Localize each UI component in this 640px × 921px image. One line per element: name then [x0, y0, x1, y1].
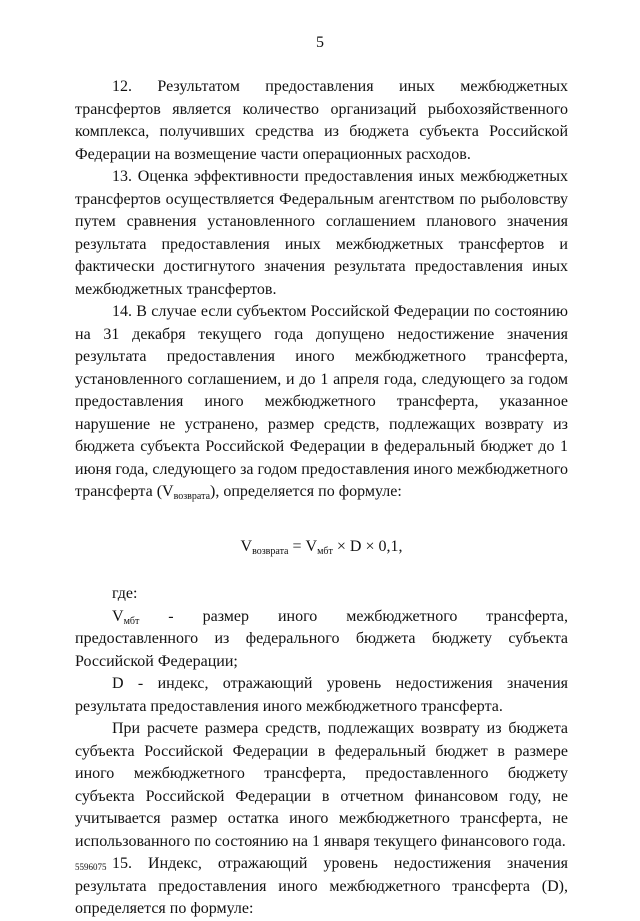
formula-lhs: V: [240, 537, 253, 555]
paragraph-calculation: При расчете размера средств, подлежащих возврату из бюджета субъекта Российской Федерации в федеральный бюджет в размере иного межбюджетного трансферта, предоставленного бюджету субъекта Российской Федерации в отчетном финансовом году, не учитывается размер остатка иного межбюджетного трансферта, не использованного по состоянию на 1 января текущего финансового года.: [75, 720, 568, 850]
paragraph-14-text: 14. В случае если субъектом Российской Федерации по состоянию на 31 декабря текущего года допущено недостижение значения результата предоставления иного межбюджетного трансферта, установленного соглашением, и до 1 апреля года, следующего за годом предоставления иного межбюджетного трансферта, указанное нарушение не устранено, размер средств, подлежащих возврату из бюджета субъекта Российской Федерации в федеральный бюджет до 1 июня года, следующего за годом предоставления иного межбюджетного трансферта (V: [75, 303, 568, 500]
paragraph-14-tail: ), определяется по формуле:: [210, 483, 402, 500]
formula-eq: = V: [288, 537, 318, 555]
definition-v-symbol: V: [112, 607, 124, 625]
formula-return: [75, 536, 568, 559]
paragraph-13: 13. Оценка эффективности предоставления иных межбюджетных трансфертов осуществляется Федеральным агентством по рыболовству путем сравнения установленного соглашением планового значения результата предоставления иных межбюджетных трансфертов и фактически достигнутого значения результата предоставления иных межбюджетных трансфертов.: [75, 168, 568, 298]
formula-rhs-subscript: мбт: [317, 545, 333, 557]
definition-v-mbt: [75, 606, 568, 674]
paragraph-14-subscript: возврата: [173, 491, 211, 502]
paragraph-15: 15. Индекс, отражающий уровень недостижения значения результата предоставления иного межбюджетного трансферта (D), определяется по формуле:: [75, 855, 568, 917]
definition-v-text: - размер иного межбюджетного трансферта, предоставленного из федерального бюджета бюджету субъекта Российской Федерации;: [75, 607, 568, 670]
paragraph-14: [75, 301, 568, 504]
page-number: 5: [316, 34, 324, 51]
formula-lhs-subscript: возврата: [252, 545, 289, 557]
definition-d: D - индекс, отражающий уровень недостижения значения результата предоставления иного межбюджетного трансферта.: [75, 675, 568, 715]
paragraph-12: 12. Результатом предоставления иных межбюджетных трансфертов является количество организаций рыбохозяйственного комплекса, получивших средства из бюджета субъекта Российской Федерации на возмещение части операционных расходов.: [75, 78, 568, 163]
formula-rhs: × D × 0,1,: [332, 537, 403, 555]
definition-v-subscript: мбт: [123, 615, 140, 627]
where-label: где:: [112, 585, 138, 602]
document-body: [75, 76, 568, 921]
document-code: 5596075: [75, 862, 107, 872]
